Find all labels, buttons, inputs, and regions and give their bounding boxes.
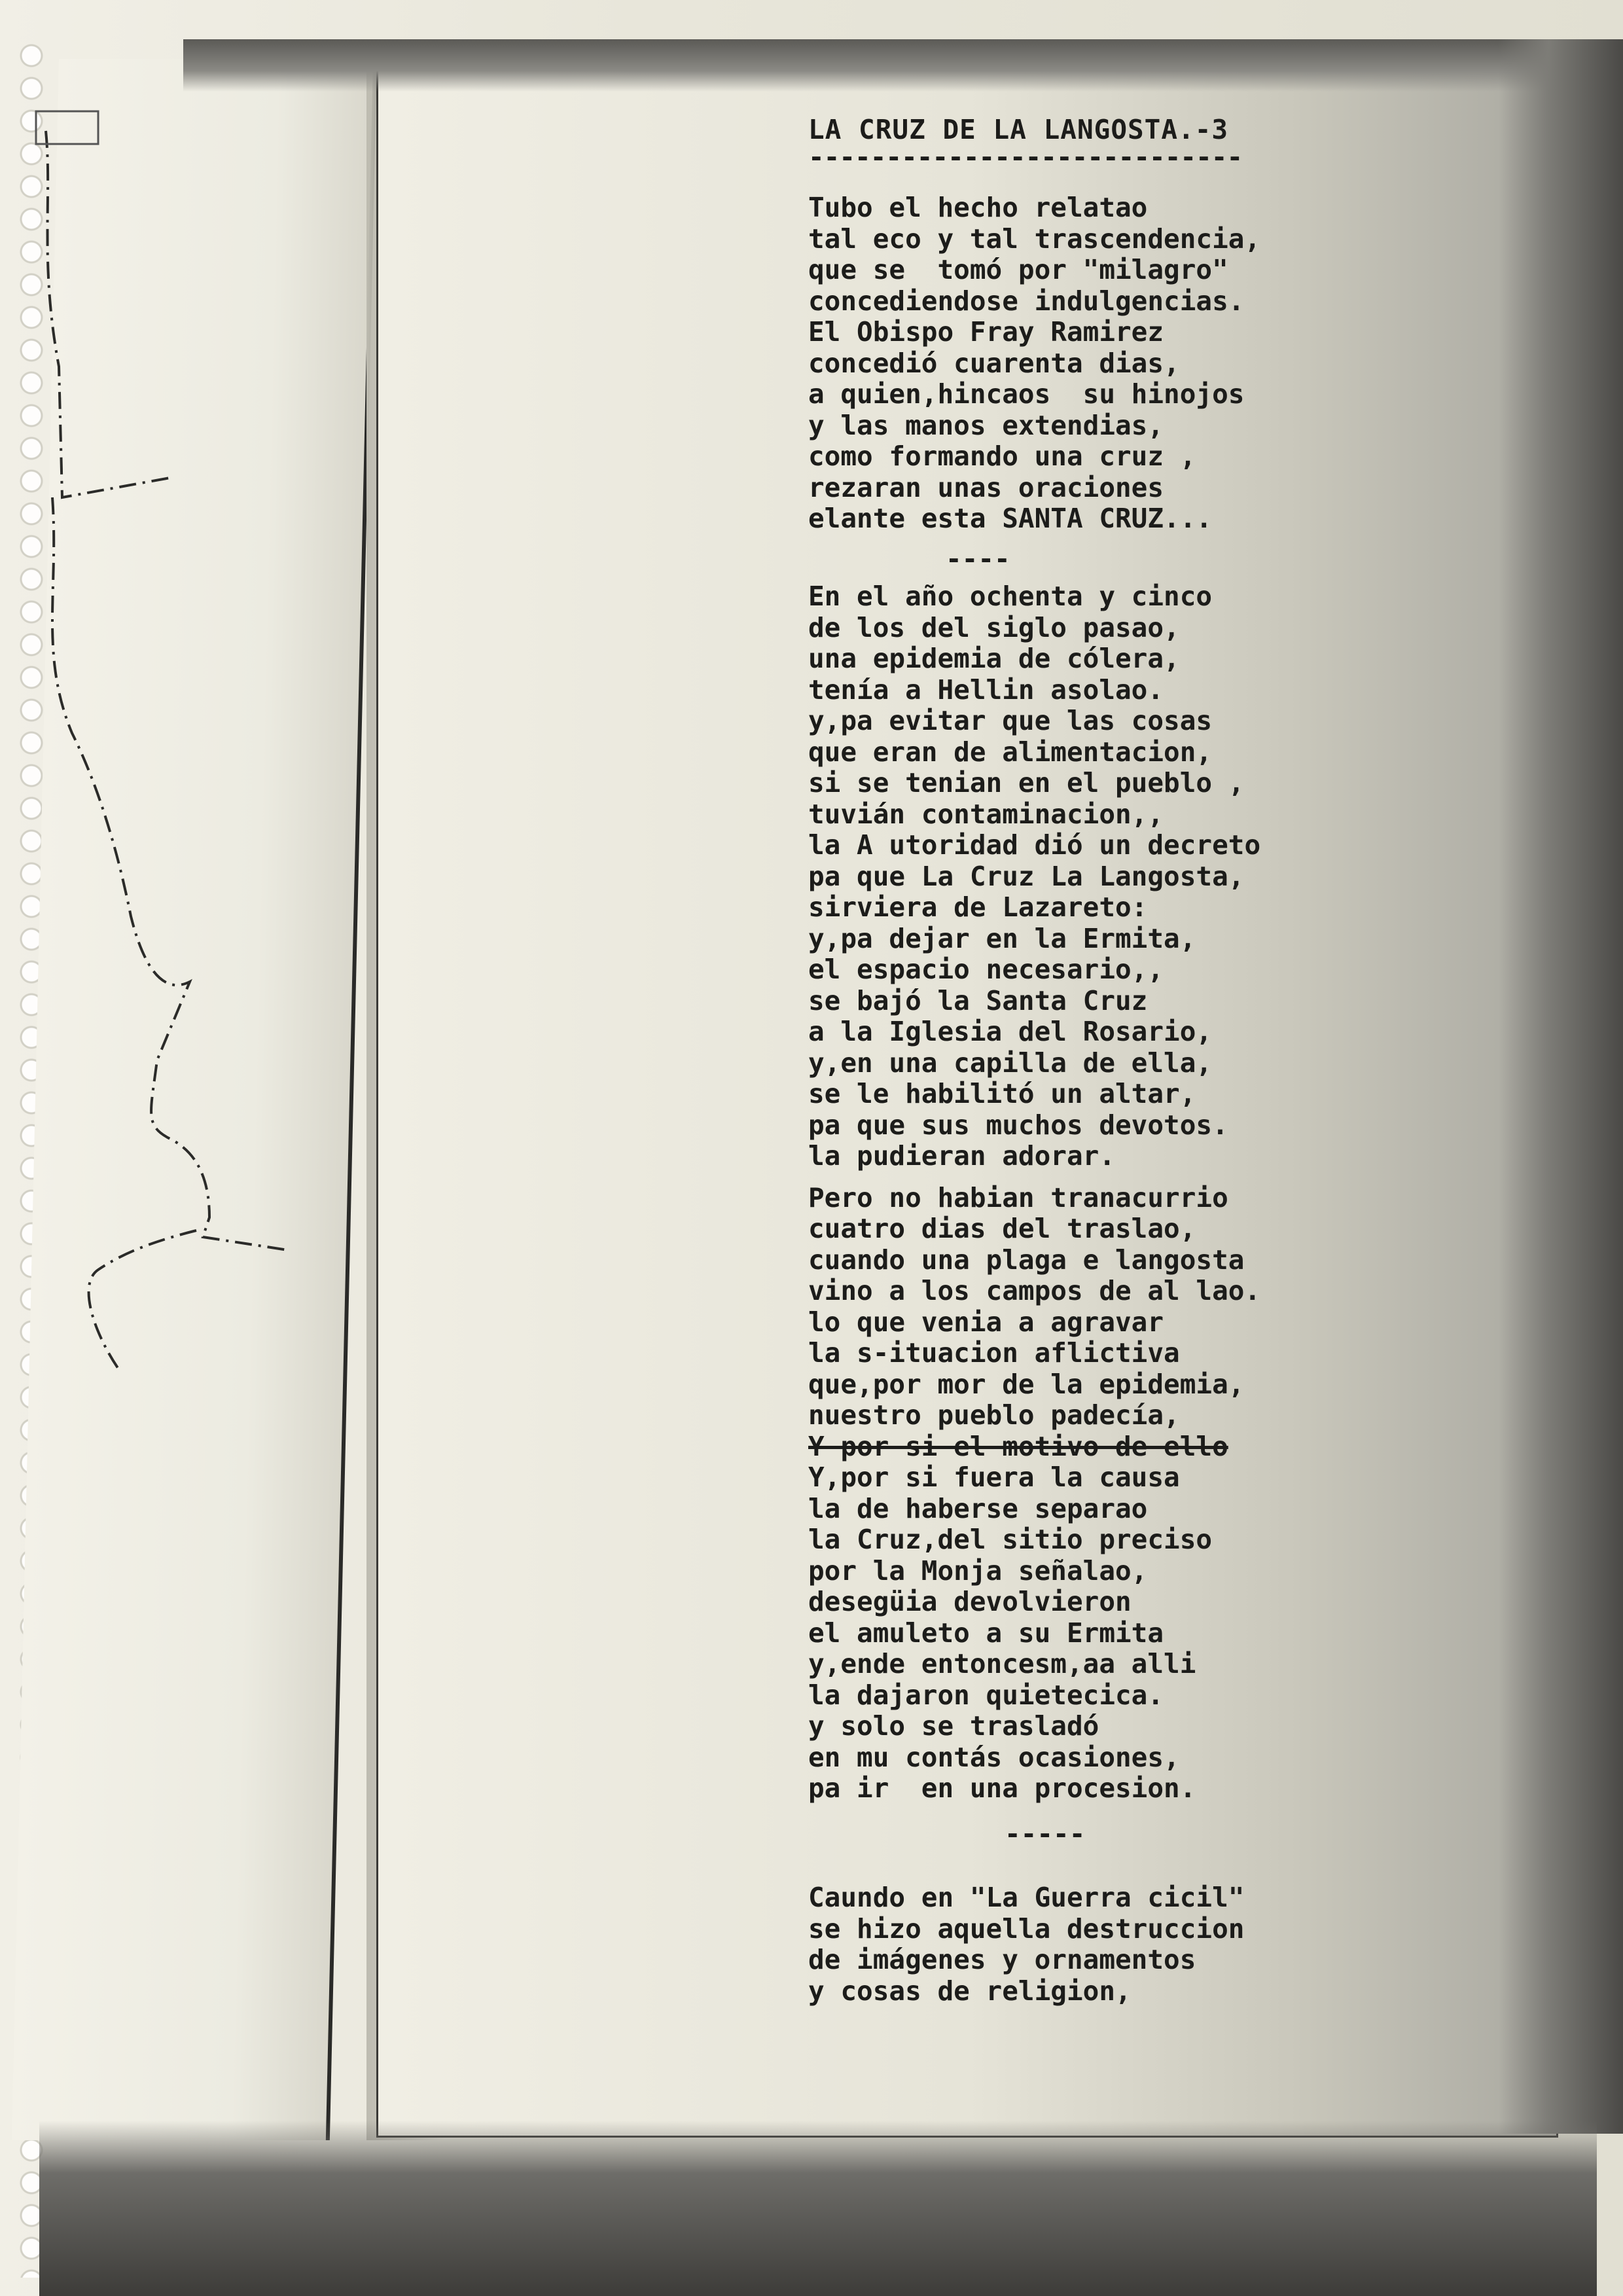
- verse-line: y,pa evitar que las cosas: [808, 705, 1213, 736]
- verse-line: la de haberse separao: [808, 1492, 1148, 1524]
- verse-line: que se tomó por "milagro": [808, 254, 1228, 285]
- section-separator: -----: [1005, 1818, 1086, 1850]
- verse-line: nuestro pueblo padecía,: [808, 1399, 1180, 1431]
- poem-text: [808, 115, 1476, 2007]
- verse-line: la s-ituacion aflictiva: [808, 1337, 1180, 1369]
- verse-line: cuatro dias del traslao,: [808, 1213, 1196, 1244]
- verse-line: y,en una capilla de ella,: [808, 1047, 1213, 1079]
- verse-line: la pudieran adorar.: [808, 1140, 1115, 1172]
- stanza-1: [808, 192, 1476, 535]
- stanza-3: [808, 1183, 1476, 1804]
- verse-line: se hizo aquella destruccion: [808, 1912, 1245, 1945]
- verse-line: la dajaron quietecica.: [808, 1679, 1164, 1711]
- verse-line: y las manos extendias,: [808, 409, 1164, 441]
- verse-line: Pero no habian tranacurrio: [808, 1181, 1228, 1213]
- verse-line: lo que venia a agravar: [808, 1306, 1164, 1338]
- verse-line: tuvián contaminacion,,: [808, 798, 1164, 830]
- verse-line: y cosas de religion,: [808, 1975, 1132, 2007]
- verse-line: el espacio necesario,,: [808, 954, 1164, 985]
- verse-line: pa ir en una procesion.: [808, 1772, 1196, 1804]
- verse-line: sirviera de Lazareto:: [808, 891, 1148, 923]
- verse-line: cuando una plaga e langosta: [808, 1244, 1245, 1276]
- title-underline: ----------------------------: [808, 141, 1243, 173]
- verse-line: concediendose indulgencias.: [808, 285, 1245, 317]
- verse-line: elante esta SANTA CRUZ...: [808, 503, 1213, 534]
- verse-line: desegüia devolvieron: [808, 1586, 1132, 1617]
- verse-line: El Obispo Fray Ramirez: [808, 316, 1164, 348]
- verse-line: una epidemia de cólera,: [808, 643, 1180, 674]
- verse-line: a la Iglesia del Rosario,: [808, 1016, 1213, 1047]
- verse-line: y,pa dejar en la Ermita,: [808, 922, 1196, 954]
- section-separator: ----: [946, 543, 1010, 575]
- verse-line: concedió cuarenta dias,: [808, 347, 1180, 379]
- verse-line: se bajó la Santa Cruz: [808, 984, 1148, 1016]
- verse-line: se le habilitó un altar,: [808, 1078, 1196, 1109]
- verse-line: por la Monja señalao,: [808, 1554, 1148, 1587]
- struck-out-line: Y por si el motivo de ello: [808, 1430, 1228, 1462]
- verse-line: pa que La Cruz La Langosta,: [808, 860, 1245, 892]
- verse-line: En el año ochenta y cinco: [808, 581, 1213, 612]
- verse-line: y,ende entoncesm,aa alli: [808, 1648, 1196, 1679]
- verse-line: de imágenes y ornamentos: [808, 1944, 1196, 1975]
- verse-line: el amuleto a su Ermita: [808, 1617, 1164, 1649]
- verse-line: tal eco y tal trascendencia,: [808, 223, 1261, 255]
- verse-line: como formando una cruz ,: [808, 440, 1196, 472]
- verse-line: pa que sus muchos devotos.: [808, 1109, 1228, 1141]
- stanza-2: [808, 581, 1476, 1172]
- verse-line: la A utoridad dió un decreto: [808, 829, 1261, 861]
- verse-line: Tubo el hecho relatao: [808, 192, 1148, 223]
- photocopy-top-shadow: [183, 39, 1571, 92]
- page-title: LA CRUZ DE LA LANGOSTA.-3: [808, 114, 1229, 145]
- folded-left-page: [12, 59, 377, 2140]
- verse-line: la Cruz,del sitio preciso: [808, 1524, 1213, 1555]
- verse-line: rezaran unas oraciones: [808, 471, 1164, 503]
- stanza-4: [808, 1882, 1476, 2007]
- verse-line: de los del siglo pasao,: [808, 611, 1180, 643]
- verse-line: Y,por si fuera la causa: [808, 1462, 1180, 1493]
- verse-line: a quien,hincaos su hinojos: [808, 378, 1245, 410]
- verse-line: que,por mor de la epidemia,: [808, 1368, 1245, 1400]
- verse-line: que eran de alimentacion,: [808, 736, 1213, 768]
- verse-line: vino a los campos de al lao.: [808, 1275, 1261, 1306]
- verse-line: y solo se trasladó: [808, 1710, 1099, 1742]
- verse-line: Caundo en "La Guerra cicil": [808, 1882, 1245, 1913]
- photocopy-bottom-shadow: [39, 2121, 1597, 2296]
- photocopy-right-shadow: [1499, 39, 1623, 2134]
- verse-line: en mu contás ocasiones,: [808, 1741, 1180, 1773]
- verse-line: si se tenian en el pueblo ,: [808, 767, 1245, 798]
- verse-line: tenía a Hellin asolao.: [808, 673, 1164, 706]
